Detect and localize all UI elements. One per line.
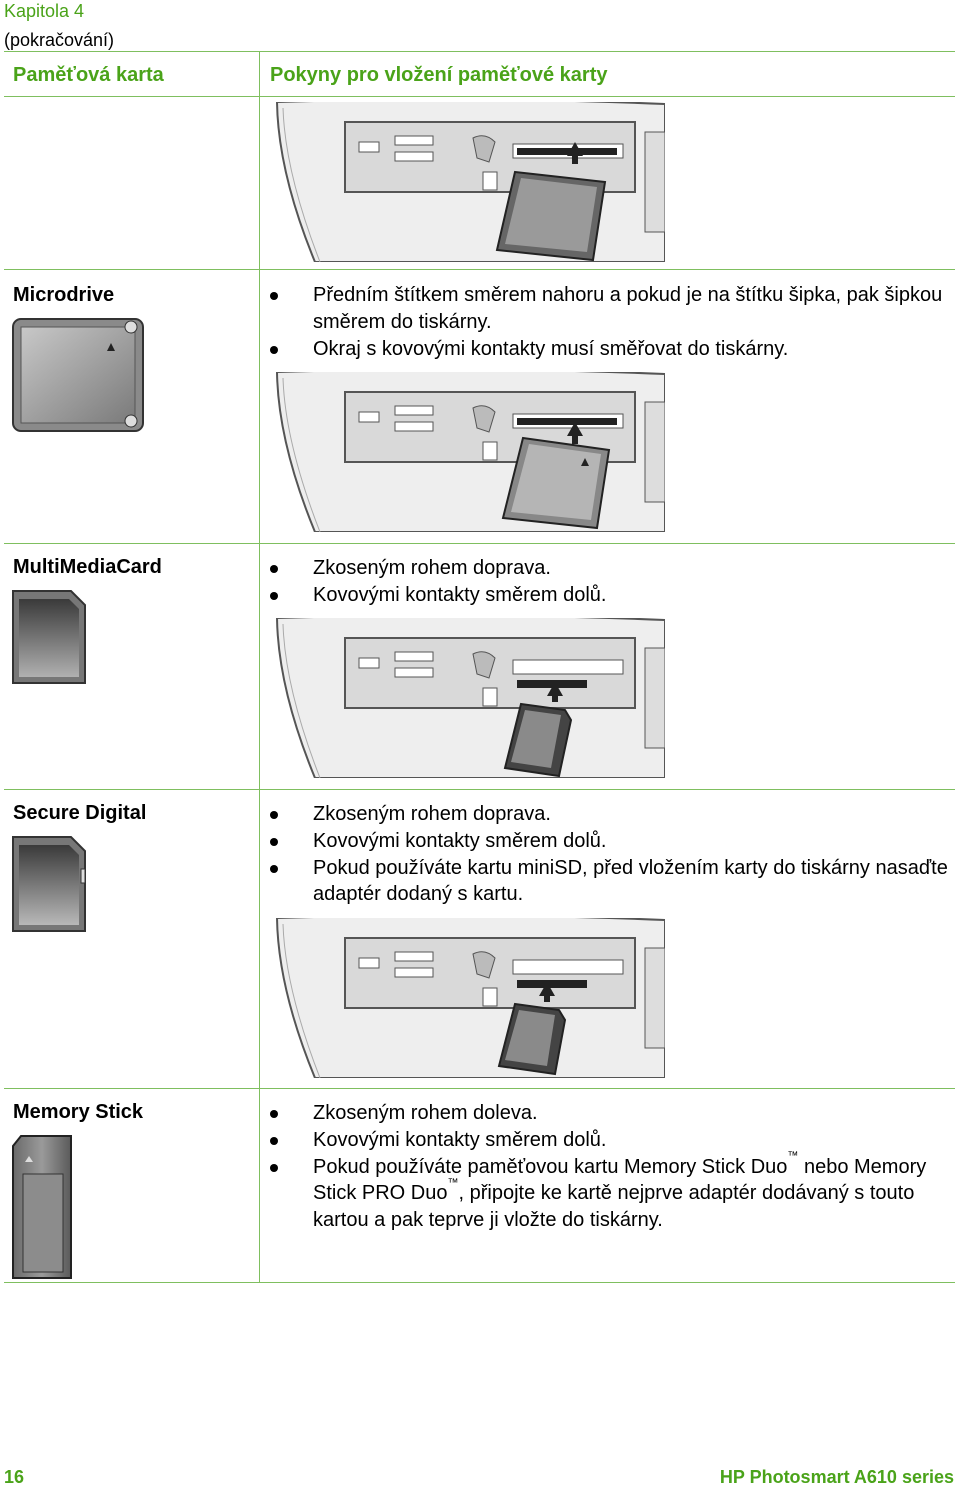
microdrive-instructions: [270, 282, 950, 362]
card-name-sd: Secure Digital: [13, 802, 147, 824]
bullet-icon: [270, 565, 278, 573]
card-name-mmc: MultiMediaCard: [13, 556, 162, 578]
table-bottom-rule: [4, 1282, 955, 1283]
bullet-icon: [270, 811, 278, 819]
list-item: Okraj s kovovými kontakty musí směřovat do tiskárny.: [270, 336, 950, 363]
list-item: Pokud používáte kartu miniSD, před vložením karty do tiskárny nasaďte adaptér dodaný s kartu.: [270, 855, 950, 909]
mmc-instructions: [270, 555, 950, 609]
page-number: 16: [4, 1467, 25, 1486]
microdrive-card-image: [11, 317, 147, 435]
list-item: Kovovými kontakty směrem dolů.: [270, 1127, 950, 1154]
row-divider: [4, 543, 955, 544]
row-divider: [4, 269, 955, 270]
card-name-ms: Memory Stick: [13, 1101, 144, 1123]
bullet-icon: [270, 1110, 278, 1118]
bullet-icon: [270, 1137, 278, 1145]
list-item: Kovovými kontakty směrem dolů.: [270, 828, 950, 855]
bullet-icon: [270, 292, 278, 300]
card-name-microdrive: Microdrive: [13, 284, 115, 306]
mmc-card-image: [11, 589, 87, 685]
list-item: Pokud používáte paměťovou kartu Memory Stick Duo™ nebo Memory Stick PRO Duo™, připojte ke kartě nejprve adaptér dodávaný s touto kartou a pak teprve ji vložte do tiskárny.: [270, 1154, 950, 1234]
bullet-icon: [270, 865, 278, 873]
ms-card-image: [11, 1134, 75, 1280]
printer-slot-illustration: [275, 618, 665, 778]
row-divider: [4, 789, 955, 790]
column-header-card: Paměťová karta: [13, 64, 164, 86]
sd-card-image: [11, 835, 87, 933]
printer-slot-illustration: [275, 918, 665, 1078]
list-item: Zkoseným rohem doleva.: [270, 1100, 950, 1127]
list-item: Předním štítkem směrem nahoru a pokud je na štítku šipka, pak šipkou směrem do tiskárny.: [270, 282, 950, 336]
list-item: Zkoseným rohem doprava.: [270, 801, 950, 828]
ms-instructions: [270, 1100, 950, 1234]
table-top-rule: [4, 51, 955, 52]
printer-slot-illustration: [275, 372, 665, 532]
list-item: Kovovými kontakty směrem dolů.: [270, 582, 950, 609]
chapter-label: Kapitola 4: [4, 1, 85, 21]
list-item: Zkoseným rohem doprava.: [270, 555, 950, 582]
table-header-rule: [4, 96, 955, 97]
bullet-icon: [270, 838, 278, 846]
bullet-icon: [270, 346, 278, 354]
column-header-instructions: Pokyny pro vložení paměťové karty: [270, 64, 608, 86]
bullet-icon: [270, 1164, 278, 1172]
column-divider: [259, 52, 260, 1282]
product-name: HP Photosmart A610 series: [719, 1467, 954, 1486]
printer-slot-illustration: [275, 102, 665, 262]
continued-label: (pokračování): [4, 30, 115, 50]
bullet-icon: [270, 592, 278, 600]
sd-instructions: [270, 801, 950, 908]
row-divider: [4, 1088, 955, 1089]
